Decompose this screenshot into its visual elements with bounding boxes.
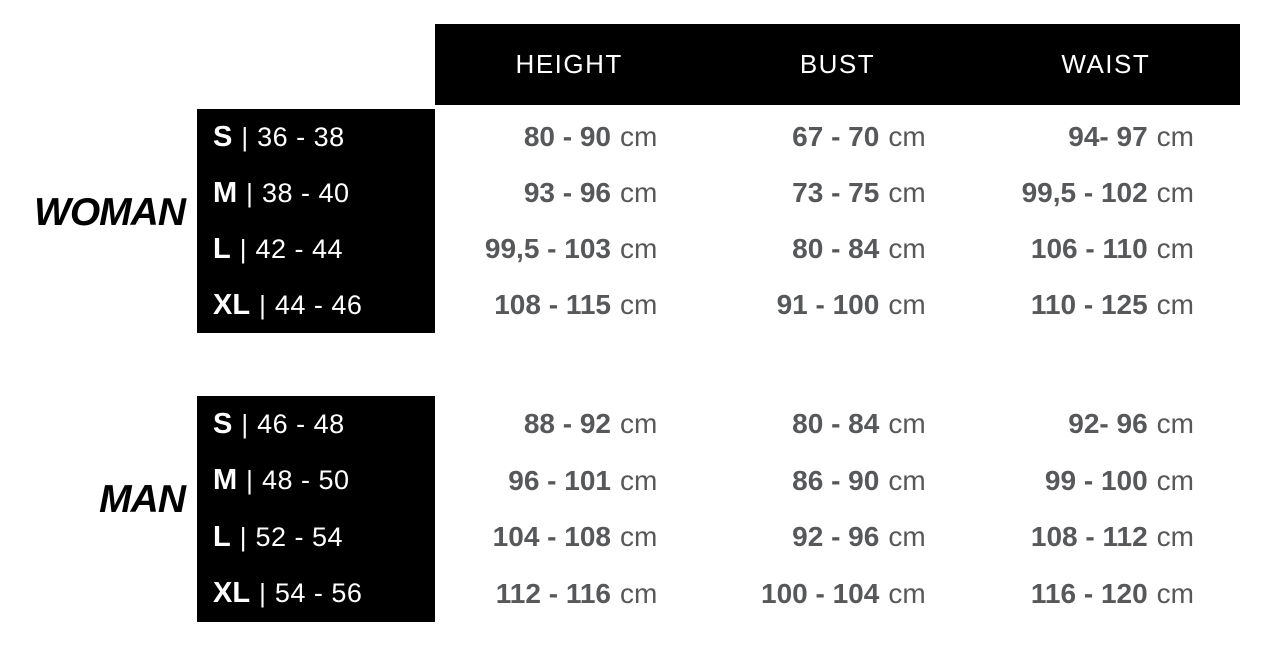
measurement-unit: cm: [620, 121, 658, 152]
measurement-value: 99 - 100: [1044, 464, 1148, 496]
man-s-bust: [703, 396, 971, 453]
woman-xl-waist: [972, 277, 1240, 333]
size-letter: XL: [213, 288, 251, 321]
measurement-value: 110 - 125: [1030, 289, 1148, 320]
measurement-unit: cm: [888, 521, 926, 553]
measurement-value: 96 - 101: [508, 464, 611, 496]
measurement-value: 104 - 108: [492, 521, 611, 553]
woman-m-waist: [972, 165, 1240, 221]
measurement-value: 80 - 84: [792, 233, 880, 264]
size-separator: |: [259, 289, 266, 320]
woman-m-bust: [703, 165, 971, 221]
measurement-unit: cm: [1156, 177, 1194, 208]
man-s-waist: [972, 396, 1240, 453]
measurement-unit: cm: [888, 464, 926, 496]
size-eu-range: 44 - 46: [274, 289, 363, 320]
measurement-unit: cm: [620, 177, 658, 208]
measurement-value: 94- 97: [1068, 121, 1148, 152]
woman-xl-height: [435, 277, 703, 333]
size-separator: |: [239, 521, 247, 552]
measurement-value: 91 - 100: [776, 289, 880, 320]
size-eu-range: 48 - 50: [261, 465, 350, 496]
size-box-woman: [197, 109, 435, 333]
measurement-value: 116 - 120: [1030, 577, 1148, 609]
measurement-unit: cm: [1156, 121, 1194, 152]
man-l-height: [435, 509, 703, 566]
measurements-man: [435, 396, 1240, 622]
size-letter: M: [213, 464, 238, 497]
measurement-unit: cm: [1156, 289, 1194, 320]
measurement-value: 73 - 75: [792, 177, 880, 208]
size-eu-range: 54 - 56: [274, 578, 363, 609]
measurement-unit: cm: [1156, 408, 1194, 440]
measurement-unit: cm: [888, 408, 926, 440]
woman-s-waist: [972, 109, 1240, 165]
size-row-woman-s: [197, 109, 435, 165]
measurement-value: 99,5 - 103: [484, 233, 611, 264]
measurement-value: 112 - 116: [495, 577, 611, 609]
man-m-bust: [703, 453, 971, 510]
measurement-value: 88 - 92: [523, 408, 611, 440]
size-letter: L: [213, 232, 231, 265]
size-box-man: [197, 396, 435, 622]
measurement-value: 99,5 - 102: [1021, 177, 1148, 208]
man-m-height: [435, 453, 703, 510]
size-row-man-l: [197, 509, 435, 566]
man-xl-bust: [703, 566, 971, 623]
measurement-unit: cm: [620, 408, 658, 440]
woman-xl-bust: [703, 277, 971, 333]
size-separator: |: [241, 408, 249, 439]
size-letter: M: [213, 176, 238, 209]
measurement-value: 108 - 115: [494, 289, 611, 320]
column-header-bust: BUST: [799, 49, 876, 79]
man-xl-height: [435, 566, 703, 623]
size-separator: |: [241, 121, 249, 152]
size-separator: |: [259, 578, 266, 609]
size-row-man-m: [197, 453, 435, 510]
size-row-man-xl: [197, 566, 435, 623]
column-header-height: HEIGHT: [515, 49, 623, 79]
size-separator: |: [246, 177, 253, 208]
size-eu-range: 46 - 48: [257, 408, 345, 439]
measurement-value: 92 - 96: [792, 521, 880, 553]
section-label-man: MAN: [99, 478, 185, 521]
size-row-woman-xl: [197, 277, 435, 333]
measurement-unit: cm: [888, 233, 926, 264]
measurement-unit: cm: [620, 464, 658, 496]
measurement-unit: cm: [620, 577, 658, 609]
size-letter: L: [213, 520, 231, 553]
measurement-unit: cm: [1156, 577, 1194, 609]
measurement-unit: cm: [620, 289, 658, 320]
size-separator: |: [246, 465, 253, 496]
man-s-height: [435, 396, 703, 453]
measurement-value: 100 - 104: [761, 577, 880, 609]
woman-l-height: [435, 221, 703, 277]
measurement-unit: cm: [1156, 464, 1194, 496]
size-eu-range: 52 - 54: [255, 521, 344, 552]
measurement-value: 86 - 90: [792, 464, 880, 496]
size-row-man-s: [197, 396, 435, 453]
measurement-unit: cm: [888, 121, 926, 152]
measurement-value: 80 - 90: [523, 121, 611, 152]
size-row-woman-m: [197, 165, 435, 221]
size-separator: |: [239, 233, 247, 264]
measurement-unit: cm: [620, 233, 658, 264]
section-label-woman: WOMAN: [34, 191, 185, 234]
measurement-value: 80 - 84: [792, 408, 880, 440]
measurement-unit: cm: [888, 577, 926, 609]
man-m-waist: [972, 453, 1240, 510]
measurement-value: 92- 96: [1068, 408, 1148, 440]
size-letter: S: [213, 407, 233, 440]
woman-s-bust: [703, 109, 971, 165]
measurement-unit: cm: [620, 521, 658, 553]
measurement-value: 106 - 110: [1030, 233, 1148, 264]
woman-l-bust: [703, 221, 971, 277]
measurement-unit: cm: [888, 289, 926, 320]
measurement-unit: cm: [1156, 233, 1194, 264]
woman-s-height: [435, 109, 703, 165]
man-xl-waist: [972, 566, 1240, 623]
size-row-woman-l: [197, 221, 435, 277]
size-eu-range: 42 - 44: [255, 233, 344, 264]
measurements-woman: [435, 109, 1240, 333]
measurement-unit: cm: [1156, 521, 1194, 553]
column-header-waist: WAIST: [1061, 49, 1151, 79]
woman-l-waist: [972, 221, 1240, 277]
size-letter: XL: [213, 577, 251, 610]
measurement-value: 93 - 96: [523, 177, 611, 208]
size-eu-range: 38 - 40: [261, 177, 350, 208]
measurement-unit: cm: [888, 177, 926, 208]
measurement-value: 108 - 112: [1030, 521, 1148, 553]
man-l-bust: [703, 509, 971, 566]
measurement-header-bar: [435, 24, 1240, 105]
woman-m-height: [435, 165, 703, 221]
size-eu-range: 36 - 38: [257, 121, 345, 152]
measurement-value: 67 - 70: [792, 121, 880, 152]
man-l-waist: [972, 509, 1240, 566]
size-letter: S: [213, 120, 233, 153]
